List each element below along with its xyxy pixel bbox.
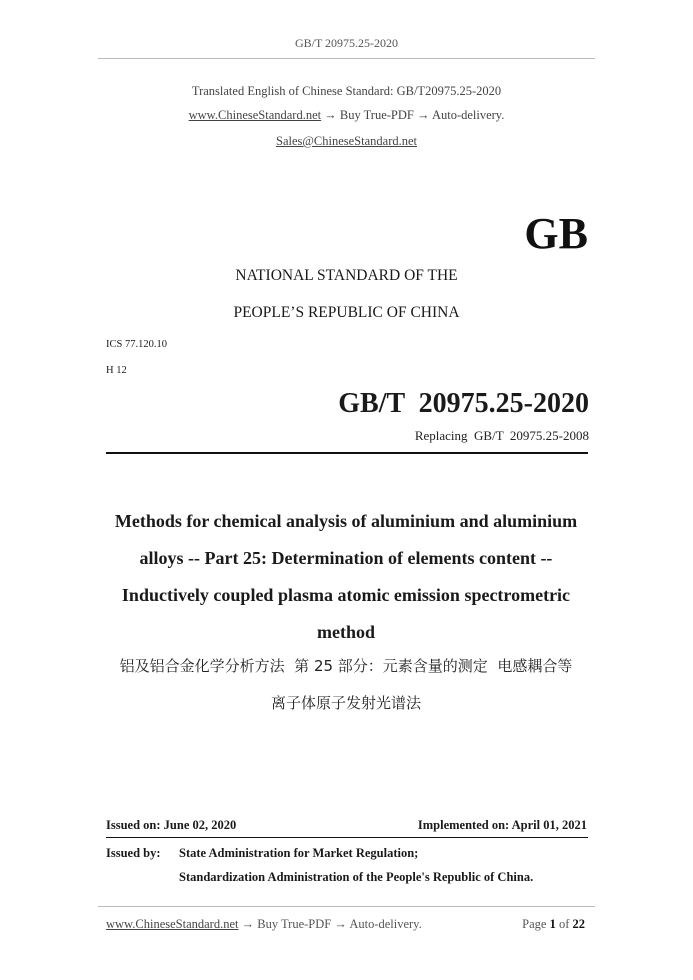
chinese-title-line: 离子体原子发射光谱法 xyxy=(270,694,421,712)
title-line: Inductively coupled plasma atomic emission spectrometric xyxy=(121,585,571,605)
english-title xyxy=(96,503,596,651)
title-line: Methods for chemical analysis of aluminium and aluminium xyxy=(114,511,578,531)
issuer-2: Standardization Administration of the People's Republic of China. xyxy=(179,870,534,884)
page-number: 1 xyxy=(549,917,556,931)
chinese-title xyxy=(96,648,596,722)
issuer-1: State Administration for Market Regulation; xyxy=(179,846,419,860)
issued-date: Issued on: June 02, 2020 xyxy=(106,818,237,832)
ics-code: ICS 77.120.10 xyxy=(106,339,167,350)
title-line: alloys -- Part 25: Determination of elements content -- xyxy=(139,548,553,568)
issued-by-label: Issued by: xyxy=(106,846,161,860)
ccs-code: H 12 xyxy=(106,365,127,376)
arrow-icon: → xyxy=(324,108,337,122)
title-line: method xyxy=(317,622,375,642)
page-total: 22 xyxy=(572,917,585,931)
page-indicator xyxy=(522,917,585,932)
running-header: GB/T 20975.25-2020 xyxy=(294,36,399,50)
footer-website-link[interactable]: www.ChineseStandard.net xyxy=(106,917,239,931)
arrow-icon: → xyxy=(334,917,347,931)
purchase-line xyxy=(0,108,693,123)
footer-auto-delivery-text: Auto-delivery. xyxy=(349,917,422,931)
footer-buy-text: Buy True-PDF xyxy=(257,917,332,931)
gb-mark: GB xyxy=(524,209,588,258)
standard-code: GB/T 20975.25-2020 xyxy=(338,388,589,419)
website-link[interactable]: www.ChineseStandard.net xyxy=(188,108,322,122)
footer-divider xyxy=(98,906,595,907)
buy-text: Buy True-PDF xyxy=(339,108,414,122)
replacing-note: Replacing GB/T 20975.25-2008 xyxy=(414,428,589,443)
sales-line xyxy=(0,134,693,149)
chinese-title-line: 铝及铝合金化学分析方法 第 25 部分：元素含量的测定 电感耦合等 xyxy=(119,657,573,675)
implemented-date: Implemented on: April 01, 2021 xyxy=(417,818,587,832)
arrow-icon: → xyxy=(241,917,255,931)
page-label: Page xyxy=(522,917,547,931)
national-standard-line-2: PEOPLE’S REPUBLIC OF CHINA xyxy=(233,304,460,321)
dates-divider xyxy=(106,837,588,838)
footer-purchase-line xyxy=(106,917,422,932)
national-standard-line-1: NATIONAL STANDARD OF THE xyxy=(235,267,458,284)
title-divider xyxy=(106,452,588,454)
arrow-icon: → xyxy=(417,108,430,122)
translation-notice: Translated English of Chinese Standard: GB/T20975.25-2020 xyxy=(191,84,502,98)
header-divider xyxy=(98,58,595,59)
sales-email-link[interactable]: Sales@ChineseStandard.net xyxy=(276,134,417,148)
auto-delivery-text: Auto-delivery. xyxy=(431,108,505,122)
of-label: of xyxy=(558,917,570,931)
